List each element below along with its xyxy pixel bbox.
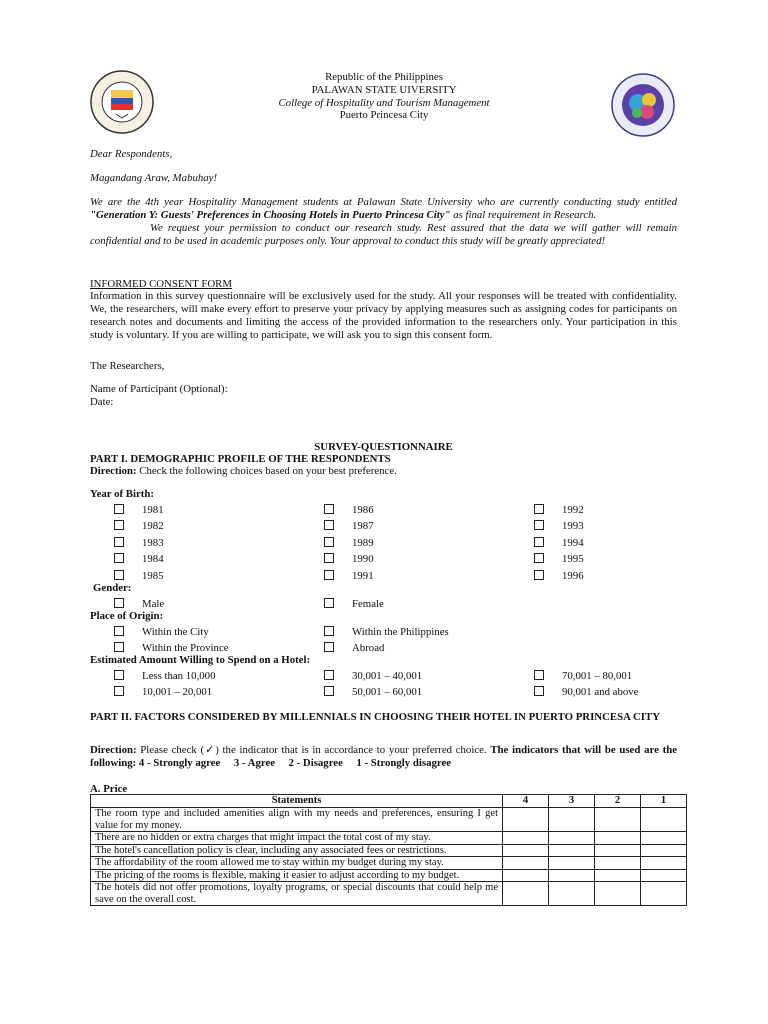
checkbox-icon[interactable]	[324, 598, 334, 608]
rating-cell-4[interactable]	[503, 844, 549, 857]
checkbox-1991[interactable]: 1991	[324, 570, 374, 583]
checkbox-30001-40001[interactable]: 30,001 – 40,001	[324, 670, 422, 683]
rating-cell-1[interactable]	[641, 844, 687, 857]
header-college: College of Hospitality and Tourism Management	[278, 96, 490, 109]
checkbox-1985[interactable]: 1985	[114, 570, 164, 583]
checkbox-icon[interactable]	[324, 642, 334, 652]
consent-body: Information in this survey questionnaire will be exclusively used for the study. All your responses will be treated with confidentiality. We, the researchers, will make every effort to preserve your privacy by applying measures such as assigning codes for participants on research notes and documents and limiting the access of the provided information to the researchers only. Your participation in this study is voluntary. If you are willing to participate, we will ask you to sign this consent form.	[90, 290, 677, 341]
rating-cell-3[interactable]	[549, 808, 595, 832]
table-row	[91, 844, 687, 857]
checkbox-icon[interactable]	[114, 626, 124, 636]
rating-cell-3[interactable]	[549, 857, 595, 870]
checkbox-icon[interactable]	[534, 686, 544, 696]
closing: The Researchers,	[90, 360, 165, 372]
consent-heading: INFORMED CONSENT FORM	[90, 278, 232, 290]
origin-label: Place of Origin:	[90, 610, 164, 622]
checkbox-1982[interactable]: 1982	[114, 520, 164, 533]
checkbox-less-than-10000[interactable]: Less than 10,000	[114, 670, 215, 683]
participant-name-label: Name of Participant (Optional):	[90, 383, 228, 395]
checkbox-icon[interactable]	[324, 626, 334, 636]
statement-cell: The pricing of the rooms is flexible, making it easier to adjust according to my budget.	[91, 869, 503, 882]
rating-cell-1[interactable]	[641, 832, 687, 845]
header-statements: Statements	[91, 795, 503, 808]
rating-cell-3[interactable]	[549, 882, 595, 906]
checkbox-within-province[interactable]: Within the Province	[114, 642, 229, 655]
statement-cell: There are no hidden or extra charges that might impact the total cost of my stay.	[91, 832, 503, 845]
checkbox-1993[interactable]: 1993	[534, 520, 584, 533]
statement-cell: The hotel's cancellation policy is clear, including any associated fees or restrictions.	[91, 844, 503, 857]
checkbox-icon[interactable]	[534, 553, 544, 563]
checkbox-50001-60001[interactable]: 50,001 – 60,001	[324, 686, 422, 699]
checkbox-icon[interactable]	[324, 537, 334, 547]
rating-cell-1[interactable]	[641, 857, 687, 870]
rating-cell-2[interactable]	[595, 844, 641, 857]
statement-cell: The hotels did not offer promotions, loyalty programs, or special discounts that could help me save on the overall cost.	[91, 882, 503, 906]
checkbox-icon[interactable]	[324, 553, 334, 563]
amount-label: Estimated Amount Willing to Spend on a Hotel:	[90, 654, 311, 666]
salutation: Dear Respondents,	[90, 148, 173, 160]
checkbox-70001-80001[interactable]: 70,001 – 80,001	[534, 670, 632, 683]
header-university: PALAWAN STATE UIVERSITY	[311, 83, 457, 96]
checkbox-1989[interactable]: 1989	[324, 537, 374, 550]
year-of-birth-label: Year of Birth:	[90, 488, 154, 500]
checkbox-icon[interactable]	[114, 570, 124, 580]
checkbox-1986[interactable]: 1986	[324, 504, 374, 517]
checkbox-icon[interactable]	[114, 537, 124, 547]
statement-cell: The room type and included amenities align with my needs and preferences, ensuring I get value for my money.	[91, 808, 503, 832]
checkbox-1996[interactable]: 1996	[534, 570, 584, 583]
intro-text: We are the 4th year Hospitality Management students at Palawan State University who are currently conducting study entitled	[90, 196, 677, 208]
checkbox-1987[interactable]: 1987	[324, 520, 374, 533]
study-title: "Generation Y: Guests' Preferences in Choosing Hotels in Puerto Princesa City"	[90, 208, 451, 221]
checkbox-icon[interactable]	[534, 670, 544, 680]
direction2-label: Direction:	[90, 744, 137, 756]
checkbox-within-city[interactable]: Within the City	[114, 626, 209, 639]
table-row	[91, 808, 687, 832]
checkbox-icon[interactable]	[114, 670, 124, 680]
checkbox-female[interactable]: Female	[324, 598, 384, 611]
document-header	[0, 71, 768, 122]
checkbox-icon[interactable]	[114, 504, 124, 514]
date-label: Date:	[90, 396, 114, 408]
section-a-title: A. Price	[90, 783, 128, 795]
checkbox-icon[interactable]	[324, 520, 334, 530]
rating-cell-4[interactable]	[503, 869, 549, 882]
checkbox-icon[interactable]	[534, 504, 544, 514]
checkbox-within-philippines[interactable]: Within the Philippines	[324, 626, 449, 639]
checkbox-icon[interactable]	[324, 570, 334, 580]
rating-cell-1[interactable]	[641, 882, 687, 906]
rating-cell-3[interactable]	[549, 869, 595, 882]
checkbox-icon[interactable]	[114, 520, 124, 530]
checkbox-abroad[interactable]: Abroad	[324, 642, 384, 655]
request-paragraph: We request your permission to conduct our research study. Rest assured that the data we will gather will remain confidential and to be used in academic purposes only. Your approval to conduct this study will be greatly appreciated!	[90, 221, 677, 247]
part1-title: PART I. DEMOGRAPHIC PROFILE OF THE RESPONDENTS	[90, 453, 391, 465]
checkbox-icon[interactable]	[114, 642, 124, 652]
header-city: Puerto Princesa City	[339, 109, 429, 122]
checkbox-icon[interactable]	[114, 598, 124, 608]
table-row	[91, 869, 687, 882]
rating-cell-1[interactable]	[641, 869, 687, 882]
direction-label: Direction:	[90, 465, 137, 477]
greeting: Magandang Araw, Mabuhay!	[90, 172, 218, 184]
header-2: 2	[595, 795, 641, 808]
checkbox-icon[interactable]	[534, 520, 544, 530]
checkbox-10001-20001[interactable]: 10,001 – 20,001	[114, 686, 212, 699]
checkbox-90001-above[interactable]: 90,001 and above	[534, 686, 638, 699]
header-1: 1	[641, 795, 687, 808]
gender-label: Gender:	[93, 582, 132, 594]
rating-cell-4[interactable]	[503, 882, 549, 906]
header-4: 4	[503, 795, 549, 808]
intro-paragraph	[90, 196, 677, 248]
rating-cell-4[interactable]	[503, 832, 549, 845]
rating-cell-4[interactable]	[503, 857, 549, 870]
table-row	[91, 857, 687, 870]
direction	[90, 465, 677, 478]
checkbox-1981[interactable]: 1981	[114, 504, 164, 517]
checkbox-1990[interactable]: 1990	[324, 553, 374, 566]
part2-title: PART II. FACTORS CONSIDERED BY MILLENNIALS IN CHOOSING THEIR HOTEL IN PUERTO PRINCESA CITY	[90, 711, 660, 723]
direction2-scale: The indicators that will be used are the following: 4 - Strongly agree 3 - Agree 2 - Disagree 1 - Strongly disagree	[90, 744, 680, 769]
checkbox-1984[interactable]: 1984	[114, 553, 164, 566]
checkbox-icon[interactable]	[324, 670, 334, 680]
rating-cell-1[interactable]	[641, 808, 687, 832]
statement-cell: The affordability of the room allowed me to stay within my budget during my stay.	[91, 857, 503, 870]
checkbox-icon[interactable]	[324, 504, 334, 514]
rating-cell-3[interactable]	[549, 844, 595, 857]
header-3: 3	[549, 795, 595, 808]
rating-cell-2[interactable]	[595, 869, 641, 882]
checkbox-icon[interactable]	[534, 537, 544, 547]
rating-cell-2[interactable]	[595, 808, 641, 832]
header-republic: Republic of the Philippines	[325, 71, 443, 83]
rating-cell-3[interactable]	[549, 832, 595, 845]
checkbox-1983[interactable]: 1983	[114, 537, 164, 550]
survey-title: SURVEY-QUESTIONNAIRE	[314, 441, 453, 453]
checkbox-1992[interactable]: 1992	[534, 504, 584, 517]
checkbox-icon[interactable]	[534, 570, 544, 580]
checkbox-1995[interactable]: 1995	[534, 553, 584, 566]
checkbox-icon[interactable]	[324, 686, 334, 696]
rating-cell-2[interactable]	[595, 832, 641, 845]
intro-text-end: as final requirement in Research.	[450, 208, 597, 221]
rating-cell-4[interactable]	[503, 808, 549, 832]
rating-cell-2[interactable]	[595, 857, 641, 870]
checkbox-icon[interactable]	[114, 686, 124, 696]
checkbox-icon[interactable]	[114, 553, 124, 563]
price-table	[90, 794, 687, 906]
checkbox-1994[interactable]: 1994	[534, 537, 584, 550]
table-row	[91, 882, 687, 906]
direction2	[90, 744, 680, 770]
table-header-row	[91, 795, 687, 808]
rating-cell-2[interactable]	[595, 882, 641, 906]
checkbox-male[interactable]: Male	[114, 598, 164, 611]
direction2-text: Please check (✓) the indicator that is in accordance to your preferred choice.	[136, 744, 491, 756]
direction-text: Check the following choices based on your best preference.	[136, 465, 397, 477]
table-row	[91, 832, 687, 845]
